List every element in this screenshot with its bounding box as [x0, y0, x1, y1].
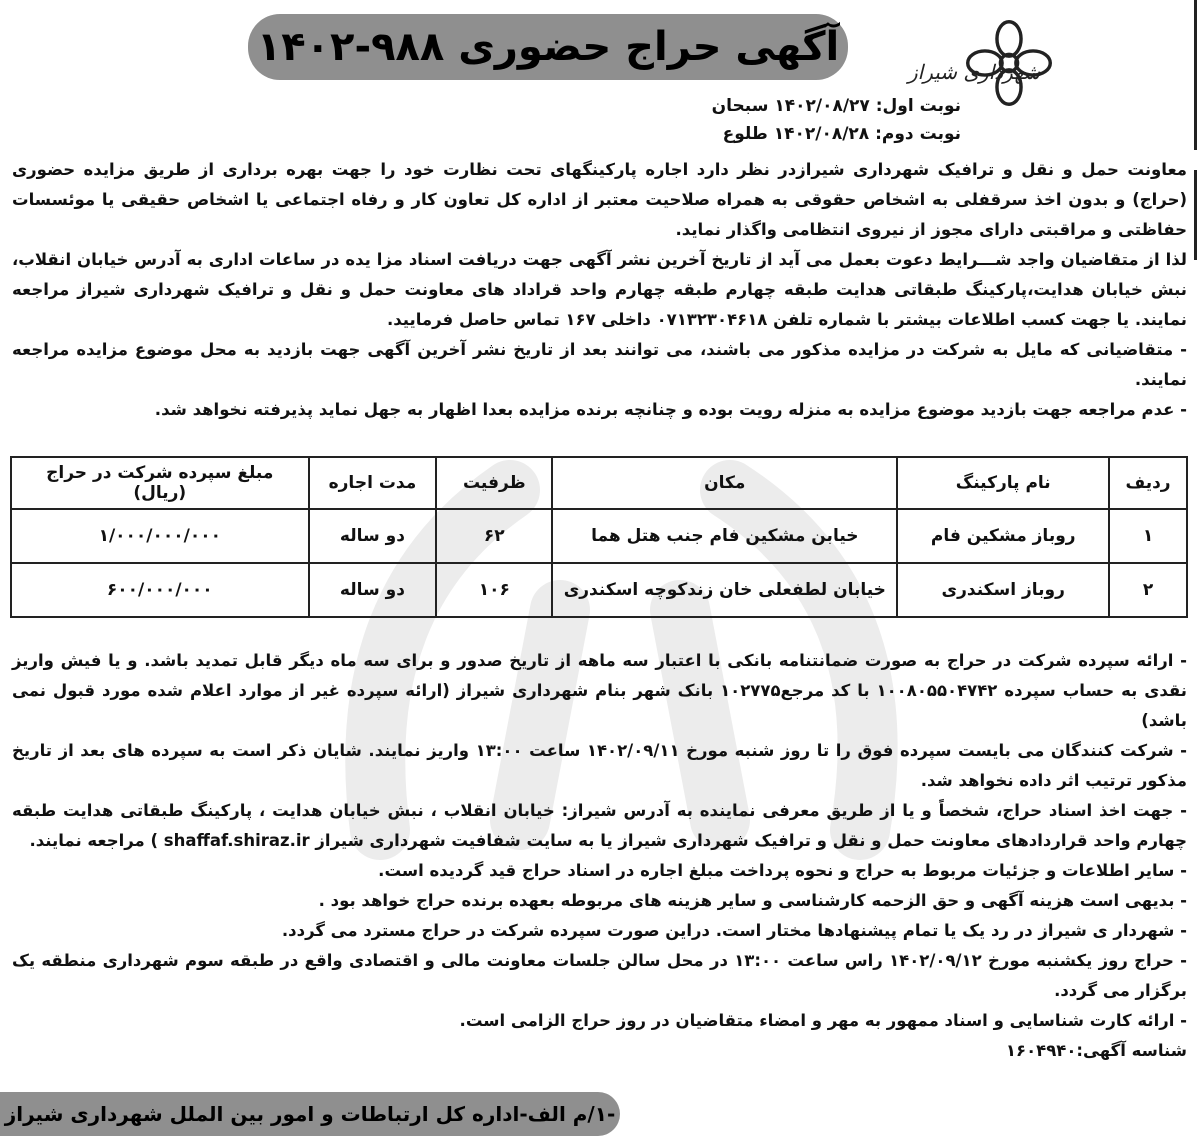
page-edge-line [1194, 0, 1197, 150]
table-cell: دو ساله [309, 563, 437, 617]
term-item: - بدیهی است هزینه آگهی و حق الزحمه کارشناسی و سایر هزینه های مربوطه بعهده برنده حراج خواهد بود . [318, 891, 1187, 910]
column-header: مبلغ سپرده شرکت در حراج (ریال) [11, 457, 309, 509]
table-row [11, 563, 1187, 617]
term-item: - حراج روز یکشنبه مورخ ۱۴۰۲/۰۹/۱۲ راس ساعت ۱۳:۰۰ در محل سالن جلسات معاونت مالی و اقتصادی واقع در طبقه سوم شهرداری منطقه یک برگزار می گردد. [12, 951, 1187, 1000]
signature-banner [0, 1092, 620, 1136]
table-cell: ۶۲ [436, 509, 552, 563]
column-header: مدت اجاره [309, 457, 437, 509]
table-cell: ۶۰۰/۰۰۰/۰۰۰ [11, 563, 309, 617]
intro-paragraph: - متقاضیانی که مایل به شرکت در مزایده مذکور می باشند، می توانند بعد از تاریخ نشر آخرین آگهی جهت بازدید به محل موضوع مزایده مراجعه نمایند. [12, 340, 1187, 389]
column-header: ظرفیت [436, 457, 552, 509]
column-header: مکان [552, 457, 897, 509]
table-cell: ۲ [1109, 563, 1187, 617]
table-cell: روباز مشکین فام [897, 509, 1109, 563]
auction-table [10, 456, 1188, 618]
logo-caption: شهرداری شیراز [908, 60, 1041, 84]
table-cell: ۱۰۶ [436, 563, 552, 617]
intro-text [12, 155, 1187, 425]
table-cell: دو ساله [309, 509, 437, 563]
table-cell: خیابن مشکین فام جنب هتل هما [552, 509, 897, 563]
title-banner [248, 14, 848, 80]
intro-paragraph: معاونت حمل و نقل و ترافیک شهرداری شیرازدر نظر دارد اجاره پارکینگهای تحت نظارت خود را جهت بهره برداری از طریق مزایده حضوری (حراج) و بدون اخذ سرقفلی به اشخاص حقوقی به همراه صلاحیت معتبر از اداره کل تعاون کار و رفاه اجتماعی یا اشخاص حقیقی یا موئسسات حفاظتی و مراقبتی دارای مجوز از نیروی انتظامی واگذار نماید. [12, 160, 1187, 239]
term-item: - شهردار ی شیراز در رد یک یا تمام پیشنهادها مختار است. دراین صورت سپرده شرکت در حراج مسترد می گردد. [281, 921, 1187, 940]
column-header: نام پارکینگ [897, 457, 1109, 509]
second-notice: نوبت دوم: ۱۴۰۲/۰۸/۲۸ طلوع [722, 124, 961, 144]
term-item: - شرکت کنندگان می بایست سپرده فوق را تا روز شنبه مورخ ۱۴۰۲/۰۹/۱۱ ساعت ۱۳:۰۰ واریز نمایند. شایان ذکر است به سپرده های بعد از تاریخ مذکور ترتیب اثر داده نخواهد شد. [12, 741, 1187, 790]
terms-text [12, 646, 1187, 1066]
ad-title: آگهی حراج حضوری ۹۸۸-۱۴۰۲ [256, 24, 840, 70]
issuer-signature: -۱/م الف-اداره کل ارتباطات و امور بین الملل شهرداری شیراز [4, 1102, 616, 1126]
table-cell: ۱/۰۰۰/۰۰۰/۰۰۰ [11, 509, 309, 563]
table-cell: خیابان لطفعلی خان زندکوچه اسکندری [552, 563, 897, 617]
ad-identifier: شناسه آگهی:۱۶۰۴۹۴۰ [1005, 1041, 1187, 1060]
page-edge-line [1194, 170, 1197, 260]
table-row [11, 509, 1187, 563]
term-item: - ارائه سپرده شرکت در حراج به صورت ضمانتنامه بانکی با اعتبار سه ماهه از تاریخ صدور و برای سه ماه دیگر قابل تمدید باشد. و یا فیش واریز نقدی به حساب سپرده ۱۰۰۸۰۵۵۰۴۷۴۲ با کد مرجع۱۰۲۷۷۵ بانک شهر بنام شهرداری شیراز (ارائه سپرده غیر از موارد اعلام شده مورد قبول نمی باشد) [12, 651, 1187, 730]
table-cell: روباز اسکندری [897, 563, 1109, 617]
table-header-row [11, 457, 1187, 509]
term-item: - ارائه کارت شناسایی و اسناد ممهور به مهر و امضاء متقاضیان در روز حراج الزامی است. [459, 1011, 1187, 1030]
first-notice: نوبت اول: ۱۴۰۲/۰۸/۲۷ سبحان [711, 96, 961, 116]
term-item: - جهت اخذ اسناد حراج، شخصاً و یا از طریق معرفی نماینده به آدرس شیراز: خیابان انقلاب ، نبش خیابان هدایت ، پارکینگ طبقاتی هدایت طبقه چهارم واحد قراردادهای معاونت حمل و نقل و ترافیک شهرداری شیراز یا به سایت شفافیت شهرداری شیراز shaffaf.shiraz.ir ) مراجعه نمایند. [12, 801, 1187, 850]
column-header: ردیف [1109, 457, 1187, 509]
publication-schedule [712, 92, 961, 148]
table-cell: ۱ [1109, 509, 1187, 563]
intro-paragraph: لذا از متقاضیان واجد شـــرایط دعوت بعمل می آید از تاریخ آخرین نشر آگهی جهت دریافت اسناد مزا یده در ساعات اداری به آدرس خیابان انقلاب، نبش خیابان هدایت،پارکینگ طبقاتی هدایت طبقه چهارم طبقه چهارم واحد قراداد های معاونت حمل و نقل و ترافیک شهرداری شیراز مراجعه نمایند. یا جهت کسب اطلاعات بیشتر با شماره تلفن ۰۷۱۳۲۳۰۴۶۱۸ داخلی ۱۶۷ تماس حاصل فرمایید. [12, 250, 1187, 329]
term-item: - سایر اطلاعات و جزئیات مربوط به حراج و نحوه پرداخت مبلغ اجاره در اسناد حراج قید گردیده است. [378, 861, 1187, 880]
intro-paragraph: - عدم مراجعه جهت بازدید موضوع مزایده به منزله رویت بوده و چنانچه برنده مزایده بعدا اظهار به جهل نماید پذیرفته نخواهد شد. [154, 400, 1187, 419]
